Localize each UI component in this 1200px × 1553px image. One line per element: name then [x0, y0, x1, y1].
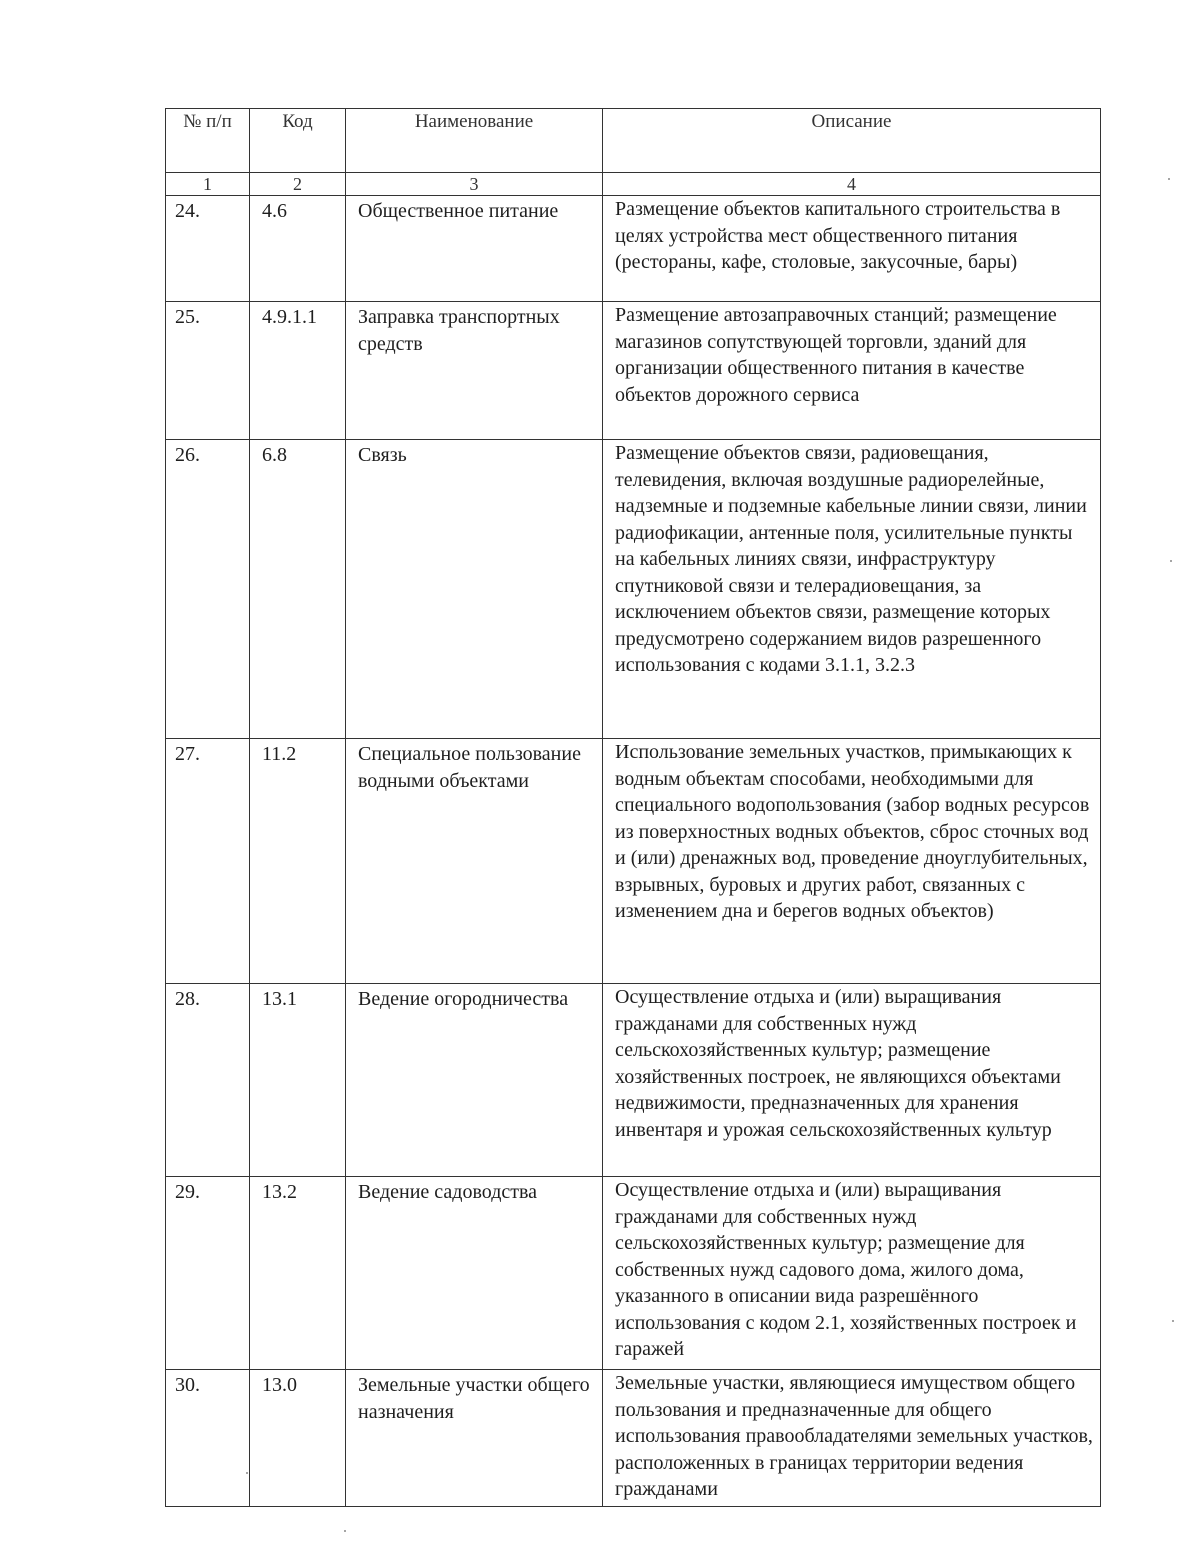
column-number-3: 3 [346, 173, 603, 196]
column-number-2: 2 [250, 173, 346, 196]
row-number: 25. [166, 302, 250, 440]
row-number: 24. [166, 196, 250, 302]
row-name: Связь [346, 440, 603, 739]
scan-speck [344, 1530, 346, 1532]
row-code: 13.0 [250, 1370, 346, 1507]
column-number-row [166, 173, 1101, 196]
row-name: Ведение садоводства [346, 1177, 603, 1370]
row-number: 28. [166, 984, 250, 1177]
header-description: Описание [603, 109, 1101, 173]
row-name: Земельные участки общего назначения [346, 1370, 603, 1507]
row-code: 6.8 [250, 440, 346, 739]
row-name: Общественное питание [346, 196, 603, 302]
header-number: № п/п [166, 109, 250, 173]
table-row [166, 739, 1101, 984]
row-code: 4.6 [250, 196, 346, 302]
table-header-row [166, 109, 1101, 173]
row-code: 13.2 [250, 1177, 346, 1370]
table-row [166, 1370, 1101, 1507]
scan-speck [1168, 178, 1170, 180]
header-name: Наименование [346, 109, 603, 173]
scan-speck [1172, 1320, 1174, 1322]
row-description: Осуществление отдыха и (или) выращивания гражданами для собственных нужд сельскохозяйственных культур; размещение хозяйственных построек, не являющихся объектами недвижимости, предназначенных для хранения инвентаря и урожая сельскохозяйственных культур [603, 984, 1101, 1177]
table-row [166, 196, 1101, 302]
table-row [166, 1177, 1101, 1370]
scan-speck [1170, 560, 1172, 562]
row-number: 29. [166, 1177, 250, 1370]
row-code: 11.2 [250, 739, 346, 984]
row-description: Осуществление отдыха и (или) выращивания гражданами для собственных нужд сельскохозяйственных культур; размещение для собственных нужд садового дома, жилого дома, указанного в описании вида разрешённого использования с кодом 2.1, хозяйственных построек и гаражей [603, 1177, 1101, 1370]
row-description: Земельные участки, являющиеся имуществом общего пользования и предназначенные для общего использования правообладателями земельных участков, расположенных в границах территории ведения гражданами [603, 1370, 1101, 1507]
header-code: Код [250, 109, 346, 173]
table-row [166, 984, 1101, 1177]
land-use-table [165, 108, 1101, 1507]
row-name: Заправка транспортных средств [346, 302, 603, 440]
row-description: Размещение объектов капитального строительства в целях устройства мест общественного питания (рестораны, кафе, столовые, закусочные, бары) [603, 196, 1101, 302]
row-number: 26. [166, 440, 250, 739]
row-name: Ведение огородничества [346, 984, 603, 1177]
row-number: 27. [166, 739, 250, 984]
row-number: 30. [166, 1370, 250, 1507]
row-code: 4.9.1.1 [250, 302, 346, 440]
table-row [166, 302, 1101, 440]
row-description: Использование земельных участков, примыкающих к водным объектам способами, необходимыми для специального водопользования (забор водных ресурсов из поверхностных водных объектов, сброс сточных вод и (или) дренажных вод, проведение дноуглубительных, взрывных, буровых и других работ, связанных с изменением дна и берегов водных объектов) [603, 739, 1101, 984]
row-description: Размещение автозаправочных станций; размещение магазинов сопутствующей торговли, зданий для организации общественного питания в качестве объектов дорожного сервиса [603, 302, 1101, 440]
column-number-4: 4 [603, 173, 1101, 196]
column-number-1: 1 [166, 173, 250, 196]
table-row [166, 440, 1101, 739]
row-description: Размещение объектов связи, радиовещания, телевидения, включая воздушные радиорелейные, надземные и подземные кабельные линии связи, линии радиофикации, антенные поля, усилительные пункты на кабельных линиях связи, инфраструктуру спутниковой связи и телерадиовещания, за исключением объектов связи, размещение которых предусмотрено содержанием видов разрешенного использования с кодами 3.1.1, 3.2.3 [603, 440, 1101, 739]
scan-speck [246, 1472, 248, 1474]
row-code: 13.1 [250, 984, 346, 1177]
row-name: Специальное пользование водными объектами [346, 739, 603, 984]
